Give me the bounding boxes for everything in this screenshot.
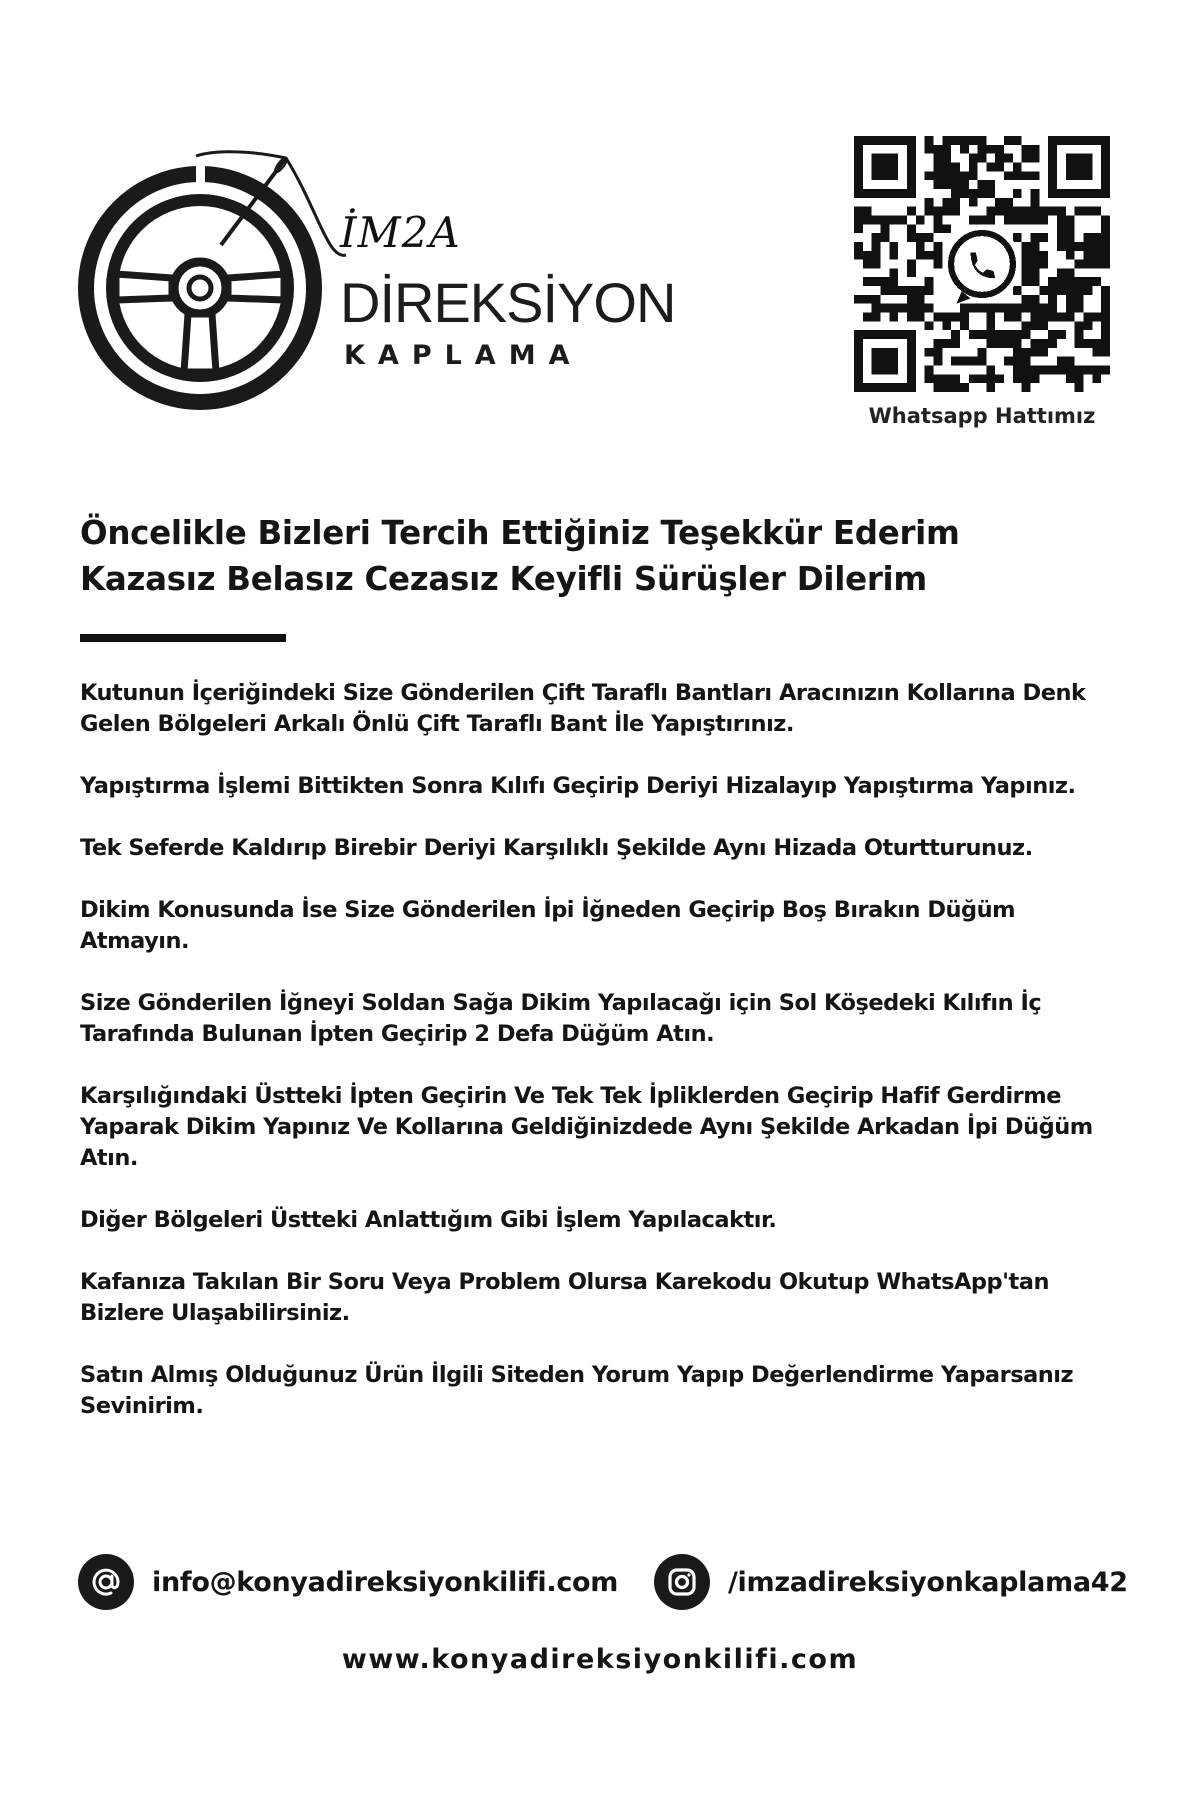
instruction-paragraph: Yapıştırma İşlemi Bittikten Sonra Kılıfı Geçirip Deriyi Hizalayıp Yapıştırma Yapınız. [80, 773, 1076, 799]
instruction-paragraph: Size Gönderilen İğneyi Soldan Sağa Dikim Yapılacağı için Sol Köşedeki Kılıfın İç Tarafında Bulunan İpten Geçirip 2 Defa Düğüm Atın. [80, 990, 1042, 1047]
instruction-paragraph: Kafanıza Takılan Bir Soru Veya Problem Olursa Karekodu Okutup WhatsApp'tan Bizlere Ulaşabilirsiniz. [80, 1269, 1049, 1326]
whatsapp-qr-block [854, 136, 1110, 428]
contact-email[interactable] [78, 1554, 618, 1610]
contact-instagram[interactable] [654, 1554, 1128, 1610]
qr-caption: Whatsapp Hattımız [868, 404, 1096, 428]
headline-line-2: Kazasız Belasız Cezasız Keyifli Sürüşler Dilerim [80, 560, 927, 598]
instruction-paragraph: Karşılığındaki Üstteki İpten Geçirin Ve Tek Tek İpliklerden Geçirip Hafif Gerdirme Yaparak Dikim Yapınız Ve Kollarına Geldiğinizdede Aynı Şekilde Arkadan İpi Düğüm Atın. [80, 1083, 1093, 1171]
at-sign-icon [78, 1554, 134, 1610]
instagram-link[interactable]: /imzadireksiyonkaplama42 [728, 1566, 1128, 1598]
headline-line-1: Öncelikle Bizleri Tercih Ettiğiniz Teşekkür Ederim [80, 514, 960, 552]
steering-wheel-icon [78, 150, 358, 420]
instagram-icon [654, 1554, 710, 1610]
contact-row [78, 1554, 1128, 1614]
instruction-paragraph: Kutunun İçeriğindeki Size Gönderilen Çift Taraflı Bantları Aracınızın Kollarına Denk Gelen Bölgeleri Arkalı Önlü Çift Taraflı Bant İle Yapıştırınız. [80, 680, 1086, 737]
brand-logo [78, 150, 678, 420]
divider [80, 634, 286, 642]
instruction-paragraph: Tek Seferde Kaldırıp Birebir Deriyi Karşılıklı Şekilde Aynı Hizada Oturtturunuz. [80, 835, 1033, 861]
logo-sub-text: KAPLAMA [344, 340, 583, 371]
instruction-paragraph: Diğer Bölgeleri Üstteki Anlattığım Gibi İşlem Yapılacaktır. [80, 1207, 777, 1233]
instruction-paragraph: Satın Almış Olduğunuz Ürün İlgili Siteden Yorum Yapıp Değerlendirme Yaparsanız Sevinirim. [80, 1362, 1074, 1419]
logo-script-text: İM2A [340, 208, 461, 257]
instructions-list [80, 678, 1120, 1453]
qr-code[interactable] [854, 136, 1110, 392]
page-headline [80, 510, 1140, 602]
email-link[interactable]: info@konyadireksiyonkilifi.com [152, 1566, 619, 1598]
instruction-paragraph: Dikim Konusunda İse Size Gönderilen İpi İğneden Geçirip Boş Bırakın Düğüm Atmayın. [80, 897, 1016, 954]
website-link[interactable]: www.konyadireksiyonkilifi.com [341, 1644, 859, 1675]
logo-main-text: DİREKSİYON [340, 271, 676, 334]
